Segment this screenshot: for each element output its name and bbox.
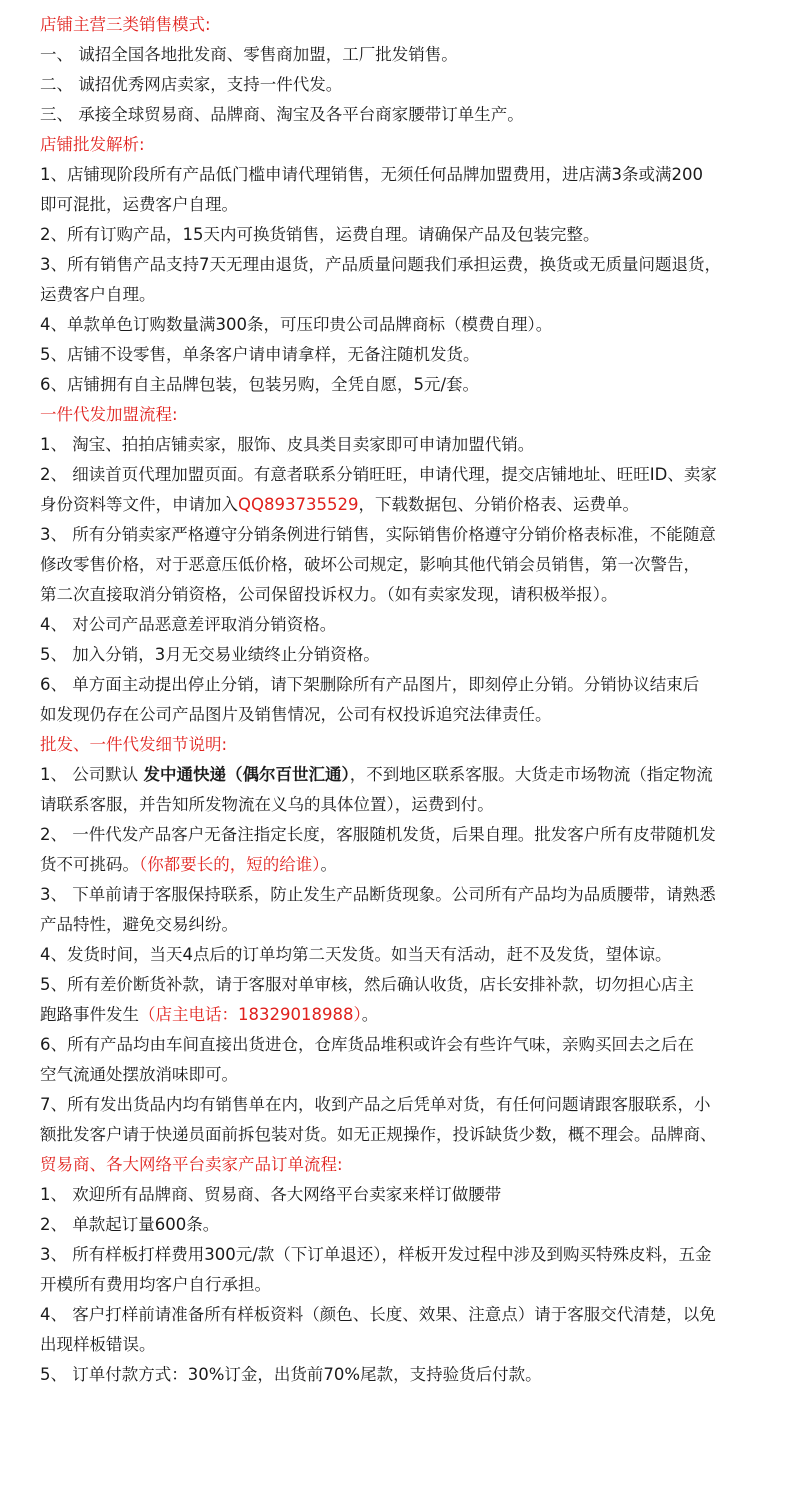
text-line: 6、 单方面主动提出停止分销，请下架删除所有产品图片，即刻停止分销。分销协议结束后 (40, 675, 700, 694)
text-line: 5、店铺不设零售，单条客户请申请拿样，无备注随机发货。 (40, 345, 480, 364)
text-line: 修改零售价格，对于恶意压低价格，破坏公司规定，影响其他代销会员销售，第一次警告， (40, 555, 700, 574)
section-title: 一件代发加盟流程: (40, 405, 178, 424)
text-line: 如发现仍存在公司产品图片及销售情况，公司有权投诉追究法律责任。 (40, 705, 552, 724)
text-line: 3、所有销售产品支持7天无理由退货，产品质量问题我们承担运费，换货或无质量问题退货， (40, 255, 721, 274)
owner-phone: （店主电话：18329018988） (139, 1005, 362, 1024)
text-line (40, 1000, 760, 1030)
text-line: 5、 加入分销，3月无交易业绩终止分销资格。 (40, 645, 380, 664)
text-segment: 。 (320, 855, 337, 874)
text-line: 2、 单款起订量600条。 (40, 1215, 220, 1234)
text-line: 5、所有差价断货补款，请于客服对单审核，然后确认收货，店长安排补款，切勿担心店主 (40, 975, 694, 994)
text-line: 第二次直接取消分销资格，公司保留投诉权力。（如有卖家发现，请积极举报）。 (40, 585, 618, 604)
text-line: 出现样板错误。 (40, 1335, 156, 1354)
text-line: 额批发客户请于快递员面前拆包装对货。如无正规操作，投诉缺货少数，概不理会。品牌商、 (40, 1125, 717, 1144)
text-line: 6、所有产品均由车间直接出货进仓，仓库货品堆积或许会有些许气味，亲购买回去之后在 (40, 1035, 694, 1054)
text-segment: 货不可挑码。 (40, 855, 139, 874)
text-line: 2、 细读首页代理加盟页面。有意者联系分销旺旺，申请代理，提交店铺地址、旺旺ID、卖家 (40, 465, 717, 484)
section-title: 店铺批发解析: (40, 135, 145, 154)
text-line: 3、 所有样板打样费用300元/款（下订单退还），样板开发过程中涉及到购买特殊皮料，五金 (40, 1245, 712, 1264)
text-line: 请联系客服，并告知所发物流在义乌的具体位置），运费到付。 (40, 795, 494, 814)
text-line: 2、所有订购产品，15天内可换货销售，运费自理。请确保产品及包装完整。 (40, 225, 600, 244)
courier-name: 发中通快递（偶尔百世汇通） (143, 765, 350, 784)
text-line: 6、店铺拥有自主品牌包装，包装另购，全凭自愿，5元/套。 (40, 375, 480, 394)
text-line (40, 850, 760, 880)
text-line: 三、 承接全球贸易商、品牌商、淘宝及各平台商家腰带订单生产。 (40, 105, 524, 124)
text-line: 运费客户自理。 (40, 285, 156, 304)
text-line: 4、发货时间，当天4点后的订单均第二天发货。如当天有活动，赶不及发货，望体谅。 (40, 945, 672, 964)
text-line: 产品特性，避免交易纠纷。 (40, 915, 238, 934)
text-line: 3、 下单前请于客服保持联系，防止发生产品断货现象。公司所有产品均为品质腰带，请熟悉 (40, 885, 716, 904)
text-line: 4、 客户打样前请准备所有样板资料（颜色、长度、效果、注意点）请于客服交代清楚，以免 (40, 1305, 716, 1324)
text-line: 4、单款单色订购数量满300条，可压印贵公司品牌商标（模费自理）。 (40, 315, 553, 334)
text-line: 2、 一件代发产品客户无备注指定长度，客服随机发货，后果自理。批发客户所有皮带随机发 (40, 825, 716, 844)
text-segment: 。 (361, 1005, 379, 1024)
text-line: 7、所有发出货品内均有销售单在内，收到产品之后凭单对货，有任何问题请跟客服联系，小 (40, 1095, 711, 1114)
text-line: 5、 订单付款方式：30%订金，出货前70%尾款，支持验货后付款。 (40, 1365, 542, 1384)
text-line: 1、 欢迎所有品牌商、贸易商、各大网络平台卖家来样订做腰带 (40, 1185, 502, 1204)
text-line (40, 760, 760, 790)
text-line (40, 490, 760, 520)
section-title: 批发、一件代发细节说明: (40, 735, 228, 754)
text-line: 二、 诚招优秀网店卖家，支持一件代发。 (40, 75, 343, 94)
text-line: 一、 诚招全国各地批发商、零售商加盟，工厂批发销售。 (40, 45, 458, 64)
text-line: 3、 所有分销卖家严格遵守分销条例进行销售，实际销售价格遵守分销价格表标准，不能随意 (40, 525, 716, 544)
highlight-note: （你都要长的，短的给谁） (139, 855, 321, 874)
text-line: 1、 淘宝、拍拍店铺卖家，服饰、皮具类目卖家即可申请加盟代销。 (40, 435, 535, 454)
text-line: 即可混批，运费客户自理。 (40, 195, 238, 214)
text-segment: ，下载数据包、分销价格表、运费单。 (358, 495, 639, 514)
text-line: 空气流通处摆放消味即可。 (40, 1065, 238, 1084)
qq-number: QQ893735529 (238, 495, 359, 514)
text-segment: 1、 公司默认 (40, 765, 144, 784)
section-title: 店铺主营三类销售模式: (40, 15, 211, 34)
section-title: 贸易商、各大网络平台卖家产品订单流程: (40, 1155, 343, 1174)
text-segment: 身份资料等文件，申请加入 (40, 495, 238, 514)
text-line: 开模所有费用均客户自行承担。 (40, 1275, 271, 1294)
text-line: 1、店铺现阶段所有产品低门槛申请代理销售，无须任何品牌加盟费用，进店满3条或满200 (40, 165, 703, 184)
text-line: 4、 对公司产品恶意差评取消分销资格。 (40, 615, 337, 634)
text-segment: 跑路事件发生 (40, 1005, 139, 1024)
text-segment: ，不到地区联系客服。大货走市场物流（指定物流 (349, 765, 713, 784)
